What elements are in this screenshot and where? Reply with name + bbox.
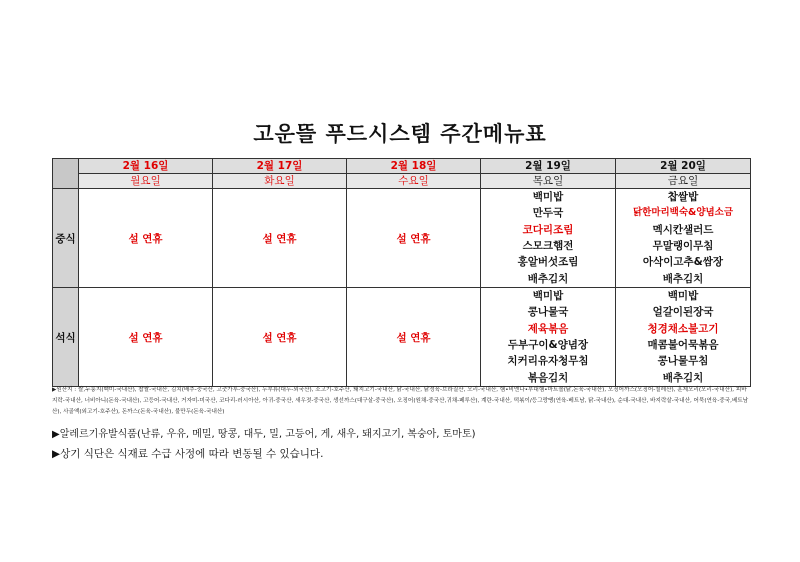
date-fri: 2월 20일 (616, 159, 751, 174)
dish-item: 백미밥 (667, 290, 699, 303)
lunch-fri-cell (616, 189, 751, 288)
dish-item: 볶음김치 (527, 371, 569, 384)
weekday-tue: 화요일 (213, 174, 347, 189)
dish-item: 매콤불어묵볶음 (647, 339, 719, 351)
origin-footnote: ▶원산지 : 쌀,누룽지(백미-국내산), 찹쌀-국내산, 김치(배추-중국산, 고춧가루-중국산), 두부류(대두-외국산), 소고기-호주산, 돼지고기-국내산, 닭-국내산, 닭정육-브라질산, 오리-국내산, 햄•비엔나•부대햄•마트볼(닭,돈육-국내산), 오징어까스(오징어-칠레산), 훈제오리(오리-국내산), 피바지락-국내산, 너비아니(돈육-국내산), 고등어-국내산, 거자미-미국산, 코다리-러시아산, 아귀-중국산, 새우젓-중국산, 생선까스(대구살-중국산), 오징어(원채-중국산,귀채-페루산), 계란-국내산, 떡볶이/등그랑땡(연육-베트남, 닭-국내산), 순대-국내산, 바지락살-국내산, 어묵(연육-중국,베트남산), 사골액(외고기-호주산), 돈까스(돈육-국내산), 불만두(돈육-국내산) (52, 387, 749, 415)
dish-item: 만두국 (532, 207, 564, 220)
dish-item: 배추김치 (662, 272, 704, 285)
dish-item-highlight: 제육볶음 (527, 322, 569, 335)
weekday-header-row (53, 174, 751, 189)
dinner-label: 석식 (53, 288, 79, 387)
weekday-fri: 금요일 (616, 174, 751, 189)
dish-item: 얼갈이된장국 (652, 306, 714, 319)
dish-item: 찹쌀밥 (667, 191, 699, 204)
dish-item: 치커리유자청무침 (507, 355, 589, 368)
dinner-fri-cell (616, 288, 751, 387)
date-tue: 2월 17일 (213, 159, 347, 174)
dish-item: 스모크햄전 (522, 240, 574, 252)
lunch-label: 중식 (53, 189, 79, 288)
dish-item-highlight: 청경채소불고기 (647, 322, 719, 335)
dish-item: 백미밥 (532, 191, 564, 204)
page-title: 고운뜰 푸드시스템 주간메뉴표 (253, 122, 547, 146)
dinner-row (53, 288, 751, 387)
change-note: ▶상기 식단은 식재료 수급 사정에 따라 변동될 수 있습니다. (52, 448, 324, 460)
dinner-tue-holiday: 설 연휴 (213, 288, 347, 387)
dish-item: 멕시칸샐러드 (652, 223, 714, 236)
dish-item: 두부구이&양념장 (507, 339, 589, 351)
dinner-mon-holiday: 설 연휴 (79, 288, 213, 387)
date-mon: 2월 16일 (79, 159, 213, 174)
lunch-tue-holiday: 설 연휴 (213, 189, 347, 288)
dish-item-highlight: 코다리조림 (522, 223, 574, 236)
weekly-menu-table (52, 158, 751, 387)
dinner-thu-cell (481, 288, 616, 387)
lunch-mon-holiday: 설 연휴 (79, 189, 213, 288)
dish-item: 콩나물국 (527, 306, 569, 319)
dish-item: 아삭이고추&쌈장 (642, 256, 724, 269)
corner-cell (53, 159, 79, 189)
dish-item: 백미밥 (532, 290, 564, 303)
lunch-row (53, 189, 751, 288)
dish-item-highlight: 닭한마리백숙&양념소금 (632, 207, 734, 219)
dish-item: 홍알버섯조림 (517, 256, 579, 269)
lunch-thu-cell (481, 189, 616, 288)
date-thu: 2월 19일 (481, 159, 616, 174)
weekday-thu: 목요일 (481, 174, 616, 189)
allergy-note: ▶알레르기유발식품(난류, 우유, 메밀, 땅콩, 대두, 밀, 고등어, 게, 새우, 돼지고기, 복숭아, 토마토) (52, 429, 476, 440)
lunch-wed-holiday: 설 연휴 (347, 189, 481, 288)
weekday-mon: 월요일 (79, 174, 213, 189)
date-wed: 2월 18일 (347, 159, 481, 174)
dish-item: 배추김치 (527, 272, 569, 285)
date-header-row (53, 159, 751, 174)
dish-item: 콩나물무침 (657, 355, 709, 368)
dish-item: 무말랭이무침 (652, 240, 714, 252)
dish-item: 배추김치 (662, 371, 704, 384)
weekday-wed: 수요일 (347, 174, 481, 189)
dinner-wed-holiday: 설 연휴 (347, 288, 481, 387)
